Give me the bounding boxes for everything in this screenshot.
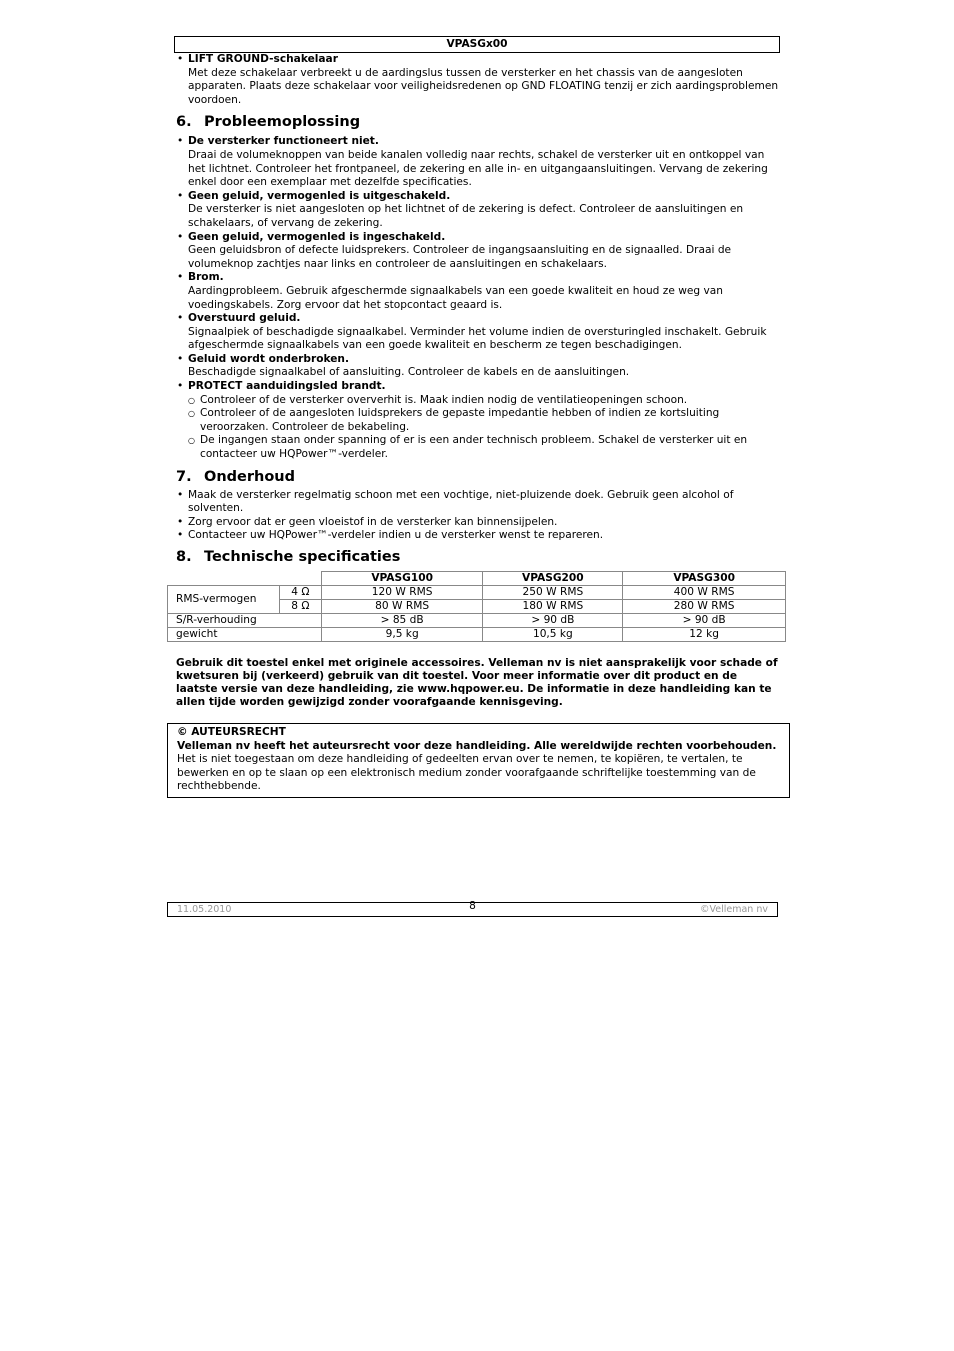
item-body: De versterker is niet aangesloten op het lichtnet of de zekering is defect. Controleer de aansluitingen en schakelaars, of vervang de zekering. — [188, 203, 744, 229]
section-heading-8: 8. Technische specificaties — [176, 549, 401, 565]
item-body: Draai de volumeknoppen van beide kanalen volledig naar rechts, schakel de versterker uit en ontkoppel van het lichtnet. Controleer het frontpaneel, de zekering en alle in- en uitgangaansluitingen. Vervang de zekering enkel door een exemplaar met dezelfde specificaties. — [188, 148, 768, 189]
load-cell: 4 Ω — [279, 586, 321, 600]
item-title: • Geen geluid, vermogenled is ingeschakeld. — [188, 230, 446, 243]
table-cell: > 90 dB — [623, 614, 786, 628]
table-cell: 10,5 kg — [483, 628, 623, 642]
maintenance-list — [176, 489, 780, 543]
item-body: Met deze schakelaar verbreekt u de aardingslus tussen de versterker en het chassis van de aangesloten apparaten. Plaats deze schakelaar voor veiligheidsredenen op GND FLOATING tenzij er zich aardingsproblemen voordoen. — [188, 66, 779, 106]
lift-ground-list — [176, 53, 780, 107]
item-title: • Geluid wordt onderbroken. — [188, 352, 349, 365]
item-title: • Geen geluid, vermogenled is uitgeschakeld. — [188, 189, 451, 202]
footer-copyright: ©Velleman nv — [700, 904, 768, 915]
row-label: gewicht — [168, 628, 322, 642]
copyright-box — [167, 723, 790, 798]
table-row — [168, 586, 786, 600]
table-cell: 12 kg — [623, 628, 786, 642]
table-cell: 180 W RMS — [483, 600, 623, 614]
list-item — [176, 353, 780, 380]
accessories-notice: Gebruik dit toestel enkel met originele accessoires. Velleman nv is niet aansprakelijk voor schade of kwetsuren bij (verkeerd) gebruik van dit toestel. Voor meer informatie over dit product en de laatste versie van deze handleiding, zie www.hqpower.eu. De informatie in deze handleiding kan te allen tijde worden gewijzigd zonder voorafgaande kennisgeving. — [176, 657, 778, 708]
list-item — [176, 190, 780, 231]
list-item: • Zorg ervoor dat er geen vloeistof in de versterker kan binnensijpelen. — [176, 516, 780, 530]
section-heading-6: 6. Probleemoplossing — [176, 114, 361, 131]
sub-list-item: ○ Controleer of de aangesloten luidsprekers de gepaste impedantie hebben of indien ze kortsluiting veroorzaken. Controleer de bekabeling. — [188, 407, 780, 434]
item-body: Beschadigde signaalkabel of aansluiting. Controleer de kabels en de aansluitingen. — [188, 366, 630, 379]
row-label: S/R-verhouding — [168, 614, 322, 628]
item-title: • De versterker functioneert niet. — [188, 135, 379, 148]
section-heading-7: 7. Onderhoud — [176, 468, 296, 485]
table-row — [168, 614, 786, 628]
column-header: VPASG300 — [623, 572, 786, 586]
item-title: • LIFT GROUND-schakelaar — [188, 53, 338, 65]
document-header: VPASGx00 — [174, 36, 780, 53]
table-cell: 400 W RMS — [623, 586, 786, 600]
footer-date: 11.05.2010 — [177, 904, 232, 915]
copyright-bold-text: Velleman nv heeft het auteursrecht voor deze handleiding. Alle wereldwijde rechten voorbehouden. — [177, 739, 777, 752]
list-item: • Maak de versterker regelmatig schoon met een vochtige, niet-pluizende doek. Gebruik geen alcohol of solventen. — [176, 489, 780, 516]
list-item — [176, 271, 780, 312]
sub-list-item: ○ De ingangen staan onder spanning of er is een ander technisch probleem. Schakel de versterker uit en contacteer uw HQPower™-verdeler. — [188, 434, 780, 461]
item-title: • Overstuurd geluid. — [188, 312, 301, 325]
item-body: Aardingprobleem. Gebruik afgeschermde signaalkabels van een goede kwaliteit en houd ze weg van voedingskabels. Zorg ervoor dat het stopcontact geaard is. — [188, 284, 723, 311]
table-cell: 80 W RMS — [321, 600, 483, 614]
table-cell: 250 W RMS — [483, 586, 623, 600]
row-label: RMS-vermogen — [168, 586, 280, 614]
list-item — [176, 231, 780, 272]
page-number: 8 — [469, 900, 476, 912]
table-cell: 120 W RMS — [321, 586, 483, 600]
table-header-row — [168, 572, 786, 586]
item-body: Geen geluidsbron of defecte luidsprekers. Controleer de ingangsaansluiting en de signaalled. Draai de volumeknop zachtjes naar links en controleer de aansluitingen en schakelaars. — [188, 244, 732, 270]
item-body: Signaalpiek of beschadigde signaalkabel. Verminder het volume indien de oversturingled inschakelt. Gebruik afgeschermde signaalkabels van een goede kwaliteit en bescherm ze tegen beschadigingen. — [188, 325, 767, 352]
troubleshooting-list — [176, 135, 780, 461]
list-item: • Contacteer uw HQPower™-verdeler indien u de versterker wenst te repareren. — [176, 529, 780, 543]
table-cell: 9,5 kg — [321, 628, 483, 642]
spec-table — [167, 571, 786, 642]
table-cell: > 85 dB — [321, 614, 483, 628]
page-content — [176, 53, 780, 568]
page-footer — [167, 902, 778, 917]
item-title: • PROTECT aanduidingsled brandt. — [188, 380, 386, 393]
copyright-title: © AUTEURSRECHT — [177, 726, 286, 738]
list-item — [176, 135, 780, 189]
list-item — [176, 312, 780, 353]
copyright-text: Het is niet toegestaan om deze handleiding of gedeelten ervan over te nemen, te kopiëren, te vertalen, te bewerken en op te slaan op een elektronisch medium zonder voorafgaande schriftelijke toestemming van de rechthebbende. — [177, 753, 756, 792]
column-header: VPASG100 — [321, 572, 483, 586]
list-item — [176, 53, 780, 107]
sub-list-item: ○ Controleer of de versterker oververhit is. Maak indien nodig de ventilatieopeningen schoon. — [188, 394, 780, 408]
table-row — [168, 628, 786, 642]
protect-sublist — [188, 394, 780, 462]
load-cell: 8 Ω — [279, 600, 321, 614]
column-header: VPASG200 — [483, 572, 623, 586]
table-cell: 280 W RMS — [623, 600, 786, 614]
list-item — [176, 380, 780, 462]
item-title: • Brom. — [188, 271, 224, 284]
table-corner-cell — [168, 572, 322, 586]
table-cell: > 90 dB — [483, 614, 623, 628]
